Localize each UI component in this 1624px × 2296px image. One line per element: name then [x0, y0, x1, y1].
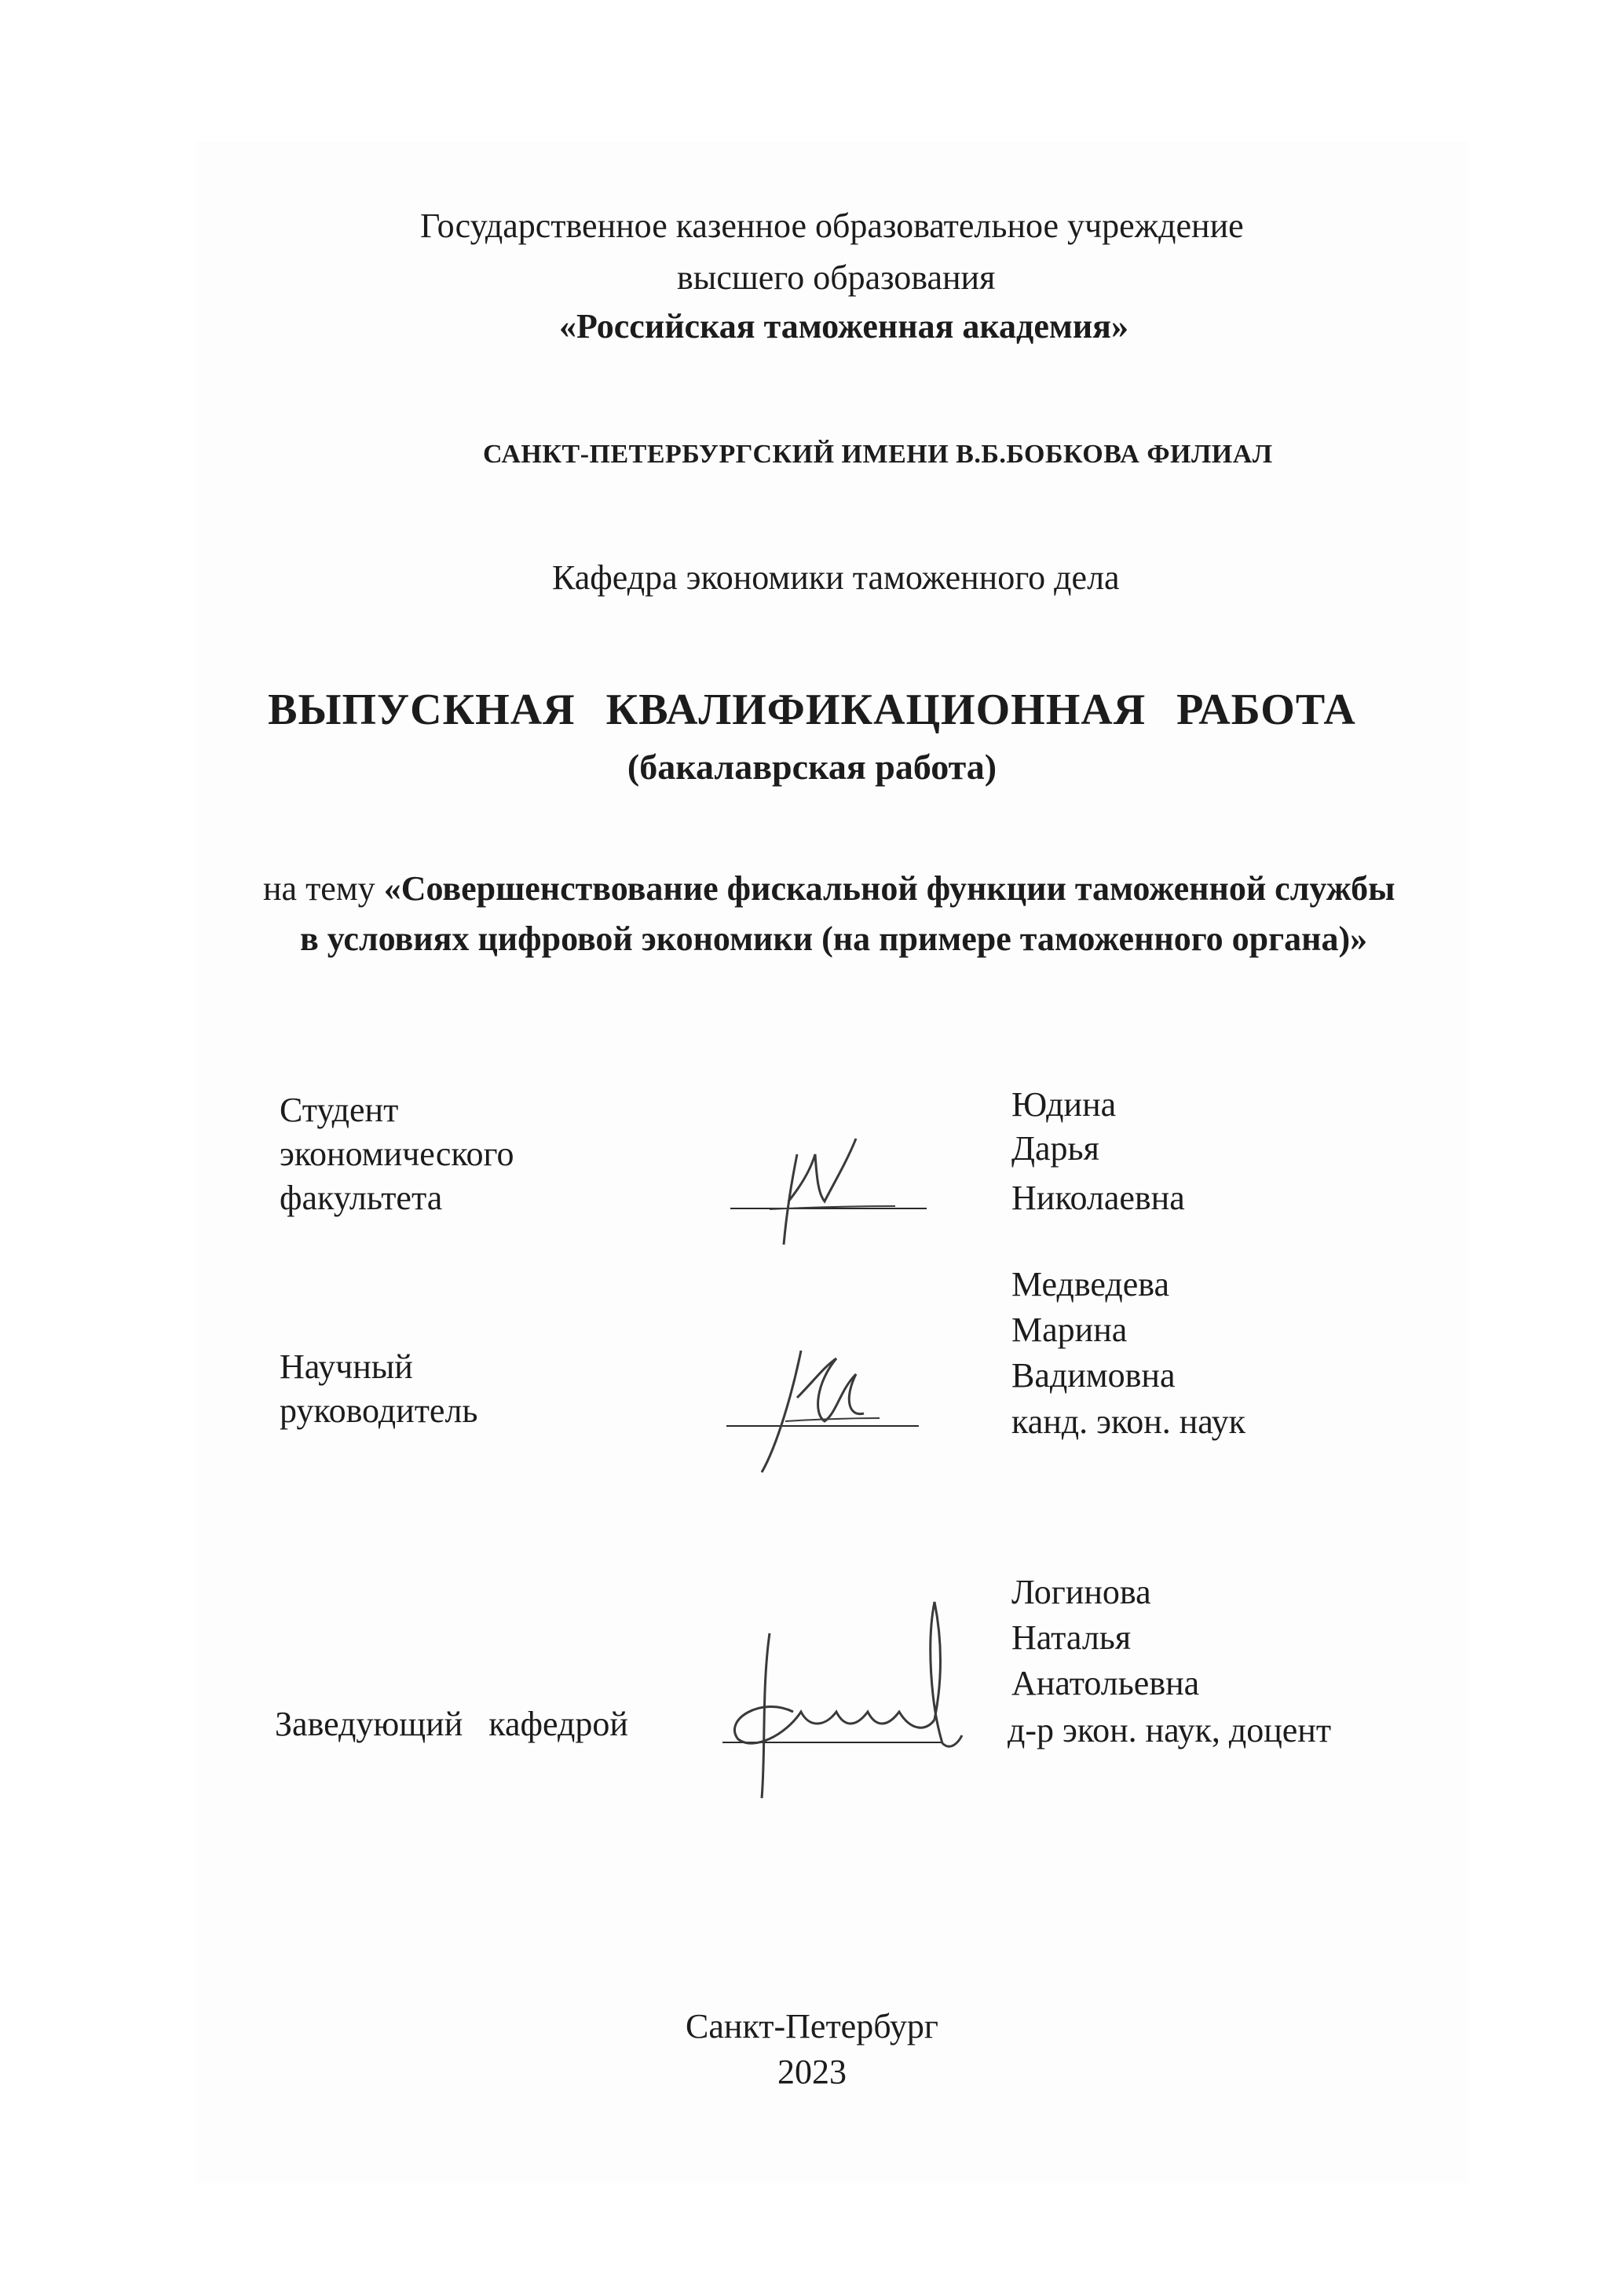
footer-city: Санкт-Петербург [686, 2007, 938, 2046]
header-line-2: высшего образования [677, 258, 996, 297]
supervisor-role-line-1: Научный [280, 1347, 413, 1386]
student-signature [754, 1107, 911, 1264]
theme-title-part-1: «Совершенствование фискальной функции таможенной службы [383, 869, 1395, 908]
header-line-1: Государственное казенное образовательное учреждение [420, 207, 1244, 245]
student-role-line-2: экономического [280, 1135, 514, 1173]
supervisor-name-line-3: Вадимовна [1011, 1356, 1176, 1395]
supervisor-role-line-2: руководитель [280, 1391, 478, 1430]
theme-prefix: на тему [263, 869, 384, 908]
head-name-line-1: Логинова [1011, 1573, 1151, 1611]
student-name-line-3: Николаевна [1011, 1179, 1185, 1217]
student-role-line-3: факультета [280, 1179, 443, 1217]
branch-name: САНКТ-ПЕТЕРБУРГСКИЙ ИМЕНИ В.Б.БОБКОВА ФИЛИАЛ [483, 440, 1273, 469]
supervisor-signature [738, 1327, 895, 1484]
head-degree: д-р экон. наук, доцент [1008, 1711, 1332, 1749]
document-subtitle: (бакалаврская работа) [627, 747, 997, 787]
footer-year: 2023 [777, 2053, 847, 2091]
supervisor-degree: канд. экон. наук [1011, 1402, 1245, 1441]
head-role: Заведующий кафедрой [275, 1705, 628, 1743]
head-name-line-3: Анатольевна [1011, 1664, 1200, 1702]
header-line-3: «Российская таможенная академия» [559, 307, 1128, 345]
document-title: ВЫПУСКНАЯ КВАЛИФИКАЦИОННАЯ РАБОТА [268, 686, 1356, 734]
student-name-line-2: Дарья [1011, 1129, 1099, 1168]
supervisor-name-line-1: Медведева [1011, 1265, 1169, 1303]
theme-line-2: в условиях цифровой экономики (на примере таможенного органа)» [300, 919, 1368, 958]
head-name-line-2: Наталья [1011, 1618, 1132, 1657]
department-name: Кафедра экономики таможенного дела [552, 558, 1120, 597]
student-name-line-1: Юдина [1011, 1085, 1117, 1124]
theme-line-1 [263, 868, 1395, 909]
head-signature [707, 1594, 966, 1822]
supervisor-name-line-2: Марина [1011, 1311, 1128, 1349]
student-role-line-1: Студент [280, 1091, 399, 1129]
